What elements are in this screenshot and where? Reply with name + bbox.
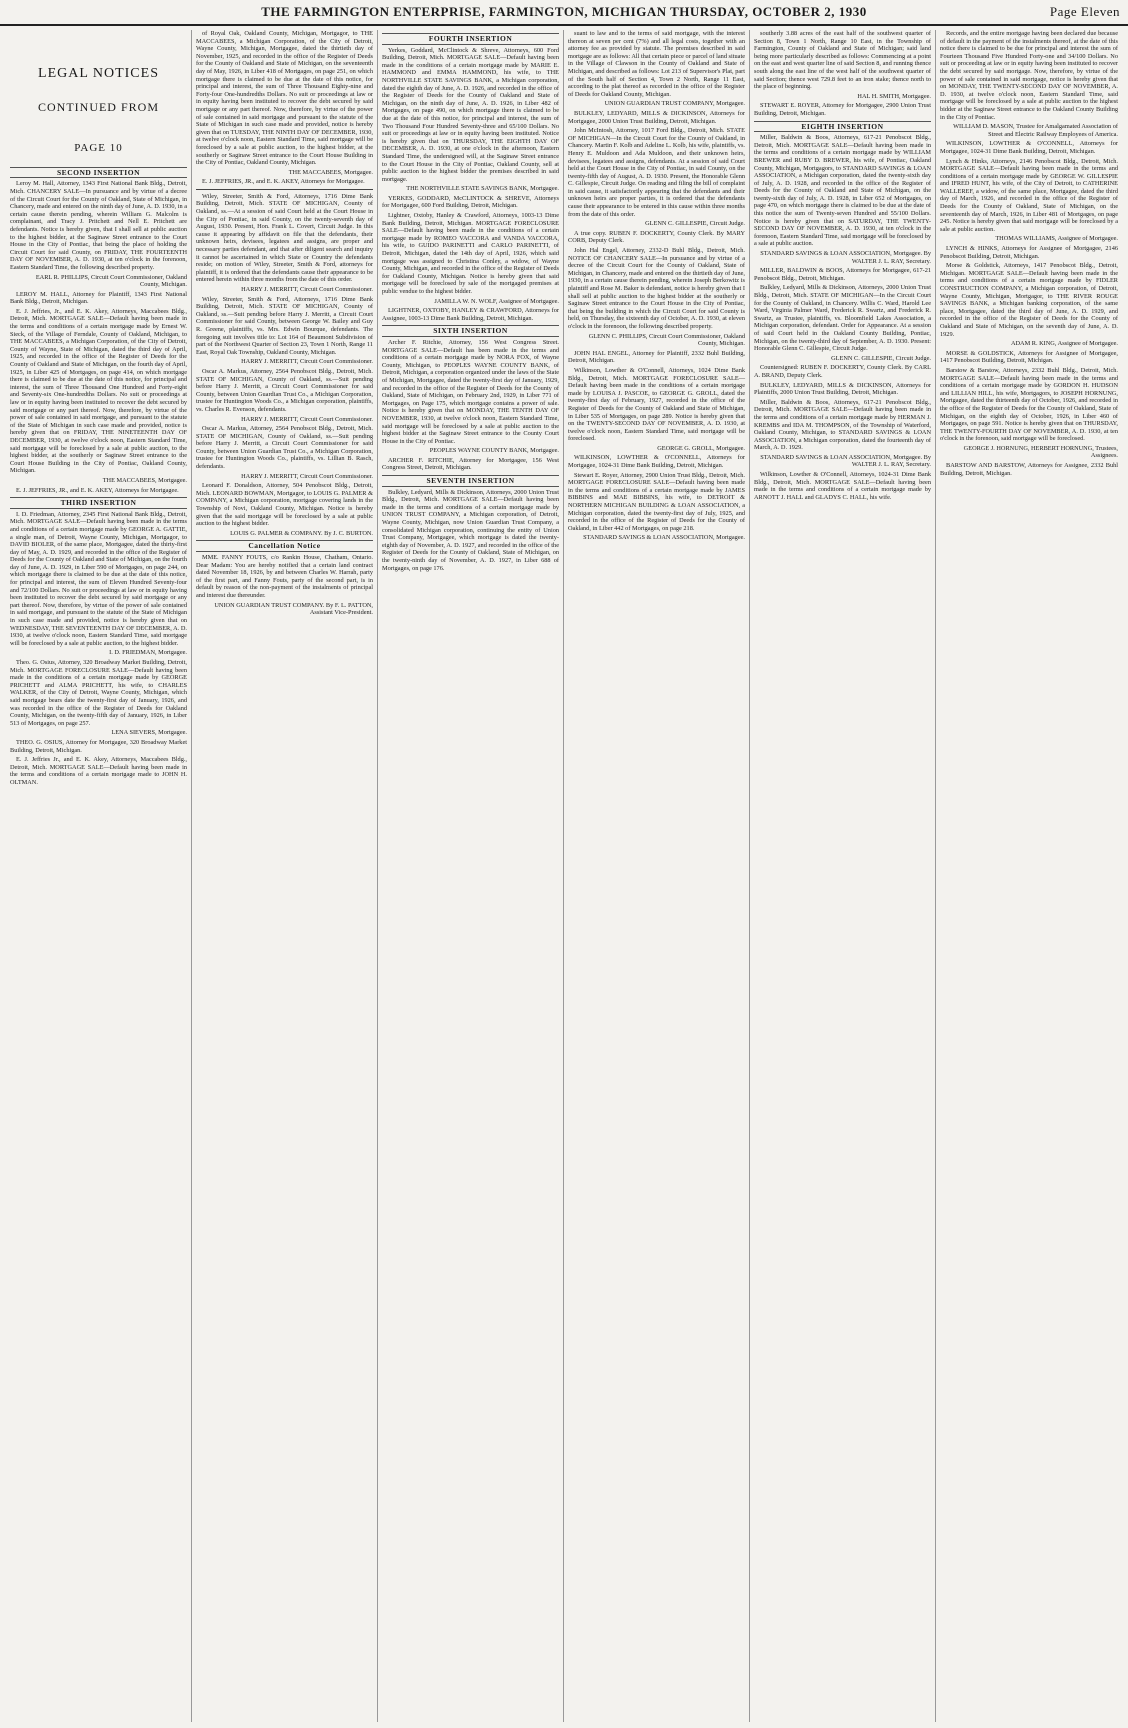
insertion-heading: Cancellation Notice [196,540,373,552]
notice-signature: HARRY J. MERRITT, Circuit Court Commissioner. [241,286,373,293]
column-divider [196,189,373,190]
legal-notice-text: Records, and the entire mortgage having been declared due because of default in the payment of the instalments thereof, at the date of this notice there is claimed to be due for principal and interest the sum of Fourteen Thousand Five Hundred Forty-one and 34/100 Dollars. No suit or proceeding at law or in equity having been instituted to recover the debt secured by said mortgage. Now, therefore, by virtue of the power of sale contained in said mortgage, notice is hereby given that on MONDAY, THE TWENTY-SECOND DAY OF NOVEMBER, A. D. 1930, at twelve o'clock noon, Eastern Standard Time, said mortgage will be foreclosed by a sale at public auction to the highest bidder at the Saginaw Street entrance to the Oakland County Building in the City of Pontiac. [940,30,1118,121]
notice-signature: UNION GUARDIAN TRUST COMPANY, Mortgagee. [604,100,745,108]
legal-notice-text: Archer F. Ritchie, Attorney, 156 West Congress Street. MORTGAGE SALE—Default has been made in the terms and conditions of a certain mortgage made by NORA FOX, of Wayne County, Michigan, to PEOPLES WAYNE COUNTY BANK, of Detroit, Michigan, a corporation organized under the laws of the State of Michigan, Mortgagee, dated the twenty-first day of January, 1929, and recorded in the office of the Register of Deeds for the County of Oakland, State of Michigan, on February 2nd, 1929, in Liber 771 of Mortgages, on Page 175, which mortgage contains a power of sale. Notice is hereby given that on MONDAY, THE TENTH DAY OF NOVEMBER, 1930, at twelve o'clock noon, Eastern Standard Time, said mortgage will be foreclosed by a sale at public auction to the highest bidder at the Saginaw Street entrance to the County Court House in the City of Pontiac. [382,338,559,445]
legal-notice-text: MME. FANNY FOUTS, c/o Rankin House, Chatham, Ontario. Dear Madam: You are hereby notified that a certain land contract dated November 18, 1926, by and between Charles W. Harrah, party of the first part, and Fanny Fouts, party of the second part, is in default by reason of the non-payment of the instalments of principal and interest due thereunder. [196,554,373,599]
news-column-6 [936,30,1122,1722]
legal-notice-text: Wilkinson, Lowther & O'Connell, Attorneys, 1024-31 Dime Bank Bldg., Detroit, Mich. MORTGAGE SALE—Default having been made in the terms and conditions of a certain mortgage made by ARNOTT J. HALL and GLADYS C. HALL, his wife. [754,471,931,501]
notice-signature: STANDARD SAVINGS & LOAN ASSOCIATION, Mortgagee. By WALTER J. L. RAY, Secretary. [760,250,931,265]
legal-notice-text: ARCHER F. RITCHIE, Attorney for Mortgagee, 156 West Congress Street, Detroit, Michigan. [382,456,559,472]
insertion-heading: SEVENTH INSERTION [382,475,559,487]
masthead-title: THE FARMINGTON ENTERPRISE, FARMINGTON, MICHIGAN THURSDAY, OCTOBER 2, 1930 [261,4,867,19]
legal-notice-text: Leonard F. Donaldson, Attorney, 504 Penobscot Bldg., Detroit, Mich. LEONARD BOWMAN, Mortgagor, to LOUIS G. PALMER & COMPANY, a Michigan corporation, mortgage covering lands in the Township of Novi, Oakland County, Michigan. Notice is hereby given that the said mortgage will be foreclosed by a sale at public auction to the highest bidder. [196,482,373,528]
legal-notice-text: LIGHTNER, OXTOBY, HANLEY & CRAWFORD, Attorneys for Assignee, 1003-13 Dime Bank Building, Detroit, Michigan. [382,307,559,322]
legal-heading-page: PAGE 10 [74,142,123,155]
notice-signature: EARL R. PHILLIPS, Circuit Court Commissioner, Oakland County, Michigan. [35,273,187,289]
legal-notice-text: of Royal Oak, Oakland County, Michigan, Mortgagor, to THE MACCABEES, a Michigan Corporation, of the City of Detroit, Wayne County, Michigan, Mortgagee, dated the thirtieth day of November, 1925, and recorded in the office of the Register of Deeds for the County of Oakland and State of Michigan, on the seventeenth day of May, 1926, in Liber 418 of Mortgages, on page 251, on which mortgage there is claimed to be due at the date of this notice, for principal and interest, the sum of Three Thousand Eighty-nine and Forty-four One-hundredths Dollars. No suit or proceedings at law or in equity having been instituted to recover the debt secured by said mortgage or any part thereof. Now, therefore, by virtue of the power of sale contained in said mortgage and pursuant to the statute of the State of Michigan in such case made and provided, notice is hereby given that on TUESDAY, THE NINTH DAY OF DECEMBER, 1930, at twelve o'clock noon, Eastern Standard Time, said mortgage will be foreclosed by a sale at public auction, to the highest bidder, at the southerly or Saginaw Street entrance to the Court House Building in the City of Pontiac, Oakland County, Michigan. [196,30,373,167]
legal-notice-text: YERKES, GODDARD, McCLINTOCK & SHREVE, Attorneys for Mortgagee, 600 Ford Building, Detroit, Michigan. [382,194,559,210]
notice-signature: THE NORTHVILLE STATE SAVINGS BANK, Mortgagee. [406,185,559,193]
legal-notice-text: E. J. Jeffries Jr., and E. K. Akey, Attorneys, Maccabees Bldg., Detroit, Mich. MORTGAGE SALE—Default having been made in the terms and conditions of a certain mortgage made to JOHN H. OLTMAN. [10,756,187,786]
legal-notice-text: Miller, Baldwin & Boos, Attorneys, 617-21 Penobscot Bldg., Detroit, Mich. MORTGAGE SALE—Default having been made in the terms and conditions of a certain mortgage made by HERMAN J. KREMBS and IDA M. THOMPSON, of the Township of Waterford, Oakland County, Michigan, to STANDARD SAVINGS & LOAN ASSOCIATION, a Michigan corporation, dated the fourteenth day of March, A. D. 1929. [754,398,931,452]
legal-notice-text: Bulkley, Ledyard, Mills & Dickinson, Attorneys, 2000 Union Trust Bldg., Detroit, Mich. STATE OF MICHIGAN—In the Circuit Court for the County of Oakland, in Chancery. Willis C. Ward, Harold Lee Ward, Virginia Palmer Ward, Frederick R. Swartz, and Frederick R. Swartz, as Trustee, plaintiffs, vs. Bloomfield Lakes Association, a Michigan corporation, defendant. Order for Appearance. At a session of said Court held in the Oakland County Building, Pontiac, Michigan, on the twenty-third day of September, A. D. 1930. Present: Honorable Glenn C. Gillespie, Circuit Judge. [754,284,931,353]
insertion-heading: THIRD INSERTION [10,497,187,509]
legal-notice-text: Wiley, Streeter, Smith & Ford, Attorneys, 1716 Dime Bank Building, Detroit, Mich. STATE OF MICHIGAN, County of Oakland, ss.—At a session of said Court held at the Court House in the City of Pontiac, in said County, on the twenty-seventh day of August, 1930. Present, Hon. Frank L. Covert, Circuit Judge. In this cause it appearing by affidavit on file that the defendants, their unknown heirs, devisees, legatees and assigns, are proper and necessary parties defendant, and that after diligent search and inquiry it cannot be ascertained in which State or Country the defendants reside; on motion of Wiley, Streeter, Smith & Ford, attorneys for plaintiff, it is ordered that the defendants cause their appearance to be entered herein within three months from the date of this order. [196,192,373,284]
insertion-heading: EIGHTH INSERTION [754,121,931,133]
legal-notice-text: STEWART E. ROYER, Attorney for Mortgagee, 2900 Union Trust Building, Detroit, Michigan. [754,102,931,117]
insertion-heading: SIXTH INSERTION [382,325,559,337]
legal-notice-text: Lightner, Oxtoby, Hanley & Crawford, Attorneys, 1003-13 Dime Bank Building, Detroit, Michigan. MORTGAGE FORECLOSURE SALE—Default having been made in the conditions of a certain mortgage made by ROMEO VACCORA and VANDA VACCORA, his wife, to GUIDO PARINETTI and CARLO PARINETTI, of Detroit, Michigan, dated the 14th day of April, 1926, which said mortgage was assigned to Christina Conley, a widow, of Wayne County, Michigan, and recorded in the office of the Register of Deeds for Oakland County, Michigan. Notice is hereby given that said mortgage will be foreclosed by sale of the mortgaged premises at public vendue to the highest bidder. [382,212,559,295]
notice-signature: HARRY J. MERRITT, Circuit Court Commissioner. [241,472,373,480]
notice-signature: HARRY J. MERRITT, Circuit Court Commissioner. [241,415,373,423]
legal-heading-title: LEGAL NOTICES [38,66,159,81]
legal-notice-text: Oscar A. Markus, Attorney, 2564 Penobscot Bldg., Detroit, Mich. STATE OF MICHIGAN, County of Oakland, ss.—Suit pending before Harry J. Merritt, a Circuit Court Commissioner for said County, between Union Guardian Trust Co., a Michigan Corporation, trustee for Huntington Woods Co., a Michigan corporation, plaintiffs, vs. Charles R. Evenson, defendants. [196,367,373,413]
news-column-4 [564,30,750,1722]
legal-notice-text: John Hal Engel, Attorney, 2332-D Buhl Bldg., Detroit, Mich. NOTICE OF CHANCERY SALE—In pursuance and by virtue of a decree of the Circuit Court for the County of Oakland, State of Michigan, in Chancery, made and entered on the thirtieth day of June, 1930, in a certain cause therein pending, wherein Joseph Berkowitz is plaintiff and Rose M. Baker is defendant, notice is hereby given that I shall sell at public auction to the highest bidder at the southerly or Saginaw Street entrance to the Court House in the City of Pontiac, that being the building in which the Circuit Court for said County is held, on Thursday, the sixteenth day of October, A. D. 1930, at eleven o'clock in the forenoon, the following described property. [568,247,745,330]
legal-notice-text: southerly 3.88 acres of the east half of the southwest quarter of Section 8, Town 1 North, Range 10 East, in the Township of Farmington, County of Oakland and State of Michigan; said land being more particularly described as follows: Commencing at a point on the east and west quarter line of said Section 8, and running thence south along the east line of the west half of the southwest quarter of said Section; thence west 729.8 feet to an iron stake; thence north to the place of beginning. [754,30,931,91]
notice-signature: THE MACCABEES, Mortgagee. [288,168,373,176]
page-number: Page Eleven [1049,4,1120,19]
notice-signature: STANDARD SAVINGS & LOAN ASSOCIATION, Mortgagee. [583,534,745,542]
newspaper-masthead [0,0,1128,26]
notice-signature: LENA SIEVERS, Mortgagee. [111,729,187,737]
legal-notice-text: BARSTOW AND BARSTOW, Attorneys for Assignee, 2332 Buhl Building, Detroit, Michigan. [940,462,1118,477]
notice-signature: THOMAS WILLIAMS, Assignee of Mortgagee. [995,235,1118,243]
legal-notice-text: LYNCH & HINKS, Attorneys for Assignee of Mortgagee, 2146 Penobscot Building, Detroit, Michigan. [940,245,1118,260]
notice-signature: I. D. FRIEDMAN, Mortgagee. [109,649,187,657]
notice-signature: STANDARD SAVINGS & LOAN ASSOCIATION, Mortgagee. By WALTER J. L. RAY, Secretary. [760,453,931,469]
insertion-heading: SECOND INSERTION [10,167,187,179]
legal-notice-text: Wiley, Streeter, Smith & Ford, Attorneys, 1716 Dime Bank Building, Detroit, Mich. STATE OF MICHIGAN, County of Oakland, ss.—Suit pending before Harry J. Merritt, a Circuit Court Commissioner for said County, between George W. Bailey and Guy R. Greene, plaintiffs, vs. Mrs. Edwin Bourque, defendants. The foregoing suit involves title to: Lot 164 of Beaumont Subdivision of part of the Northwest Quarter of Section 23, Town 1 North, Range 11 East, Royal Oak Township, Oakland County, Michigan. [196,295,373,356]
notice-signature: THE MACCABEES, Mortgagee. [102,476,187,484]
legal-notice-text: Leroy M. Hall, Attorney, 1343 First National Bank Bldg., Detroit, Mich. CHANCERY SALE—In pursuance and by virtue of a decree of the Circuit Court for the County of Oakland, State of Michigan, in Chancery, made and entered on the ninth day of June, A. D. 1930, in a certain cause therein pending, wherein William G. Malcolm is complainant, and Tracy J. Pritchett and Nell E. Pritchett are defendants. Notice is hereby given, that I shall sell at public auction to the highest bidder, at the Saginaw Street entrance to the Court House in the City of Pontiac, that being the place of holding the Circuit Court for said County, on FRIDAY, THE FOURTEENTH DAY OF NOVEMBER, A. D. 1930, at ten o'clock in the forenoon, Eastern Standard Time, the following described property. [10,180,187,271]
notice-signature: GLENN C. GILLESPIE, Circuit Judge. [645,220,745,228]
notice-signature: PEOPLES WAYNE COUNTY BANK, Mortgagee. [429,447,559,455]
notice-signature: GLENN C. GILLESPIE, Circuit Judge. [831,354,931,362]
legal-notice-text: WILKINSON, LOWTHER & O'CONNELL, Attorneys for Mortgagee, 1024-31 Dime Bank Building, Detroit, Michigan. [940,140,1118,155]
legal-notice-text: Bulkley, Ledyard, Mills & Dickinson, Attorneys, 2000 Union Trust Bldg., Detroit, Mich. MORTGAGE SALE—Default having been made in the terms and conditions of a certain mortgage made by UNION TRUST COMPANY, a Michigan corporation, of Detroit, Wayne County, Michigan, now Union Guardian Trust Company, a consolidated Michigan corporation, continuing the entity of Union Trust Company, Mortgagee, which mortgage is dated the twenty-eighth day of November, A. D. 1927, and recorded in the office of the Register of Deeds for the County of Oakland, State of Michigan, on the twenty-ninth day of November, A. D. 1927, in Liber 688 of Mortgages, on page 176. [382,488,559,572]
legal-notice-text: Lynch & Hinks, Attorneys, 2146 Penobscot Bldg., Detroit, Mich. MORTGAGE SALE—Default having been made in the terms and conditions of a certain mortgage made by GEORGE W. GILLESPIE and IFRED HUNT, his wife, of the City of Detroit, to CATHERINE WALLEREF, a widow, of the same place, Mortgagee, dated the third day of March, 1926, and recorded in the office of the Register of Deeds for the County of Oakland, State of Michigan, on the seventeenth day of March, 1926, in Liber 481 of Mortgages, on page 245. Notice is hereby given that said mortgage will be foreclosed by a sale at public auction. [940,157,1118,233]
notice-signature: HARRY J. MERRITT, Circuit Court Commissioner. [241,358,373,366]
legal-notice-text: A true copy. RUBEN F. DOCKERTY, County Clerk. By MARY CORB, Deputy Clerk. [568,229,745,245]
legal-notice-text: Barstow & Barstow, Attorneys, 2332 Buhl Bldg., Detroit, Mich. MORTGAGE SALE—Default having been made in the terms and conditions of a certain mortgage made by GORDON H. HUDSON and LILLIAN HILL, his wife, Mortgagors, to JOSEPH HORNUNG, Mortgagee, dated the thirteenth day of October, 1926, and recorded in the office of the Register of Deeds for the County of Oakland, State of Michigan, on the eighth day of October, 1926, in Liber 460 of Mortgages, on page 591. Notice is hereby given that on THURSDAY, THE TWENTY-FOURTH DAY OF NOVEMBER, A. D. 1930, at ten o'clock in the forenoon, said mortgage will be foreclosed. [940,366,1118,443]
legal-notice-text: Theo. G. Osius, Attorney, 320 Broadway Market Building, Detroit, Mich. MORTGAGE FORECLOSURE SALE—Default having been made in the conditions of a certain mortgage made by GEORGE PRICHETT and ALMA PRICHETT, his wife, to CHARLES WALKER, of the City of Detroit, Wayne County, Michigan, which said mortgage bears date the twenty-first day of January, 1926, and was recorded in the office of the Register of Deeds for Oakland County, Michigan, on the twenty-fifth day of January, 1926, in Liber 513 of Mortgages, on page 257. [10,659,187,727]
legal-notice-text: MORSE & GOLDSTICK, Attorneys for Assignee of Mortgagee, 1417 Penobscot Building, Detroit, Michigan. [940,349,1118,365]
legal-notice-text: John McIntosh, Attorney, 1017 Ford Bldg., Detroit, Mich. STATE OF MICHIGAN—In the Circuit Court for the County of Oakland, in Chancery. Martin F. Kolb and Adeline L. Kolb, his wife, plaintiffs, vs. Henry E. Muldoon and Ada Muldoon, and their unknown heirs, devisees, legatees and assigns, defendants. At a session of said Court held at the Court House in the City of Pontiac, in said County, on the twenty-fifth day of August, A. D. 1930. Present, the Honorable Glenn C. Gillespie, Circuit Judge. On reading and filing the bill of complaint in said cause, it satisfactorily appearing that the defendants and their unknown heirs are proper parties, it is ordered that the defendants cause their appearance to be entered in this cause within three months from the date of this order. [568,127,745,218]
legal-notice-text: Morse & Goldstick, Attorneys, 1417 Penobscot Bldg., Detroit, Michigan. MORTGAGE SALE—Default having been made in the terms and conditions of a certain mortgage made by FIDLER CONSTRUCTION COMPANY, a Michigan corporation, of Detroit, Wayne County, Michigan, Mortgagor, to THE RIVER ROUGE SAVINGS BANK, a Michigan banking corporation, of the same place, Mortgagee, dated the third day of June, A. D. 1929, and recorded in the office of the Register of Deeds for the County of Oakland and State of Michigan, on the seventh day of June, A. D. 1929. [940,262,1118,338]
notice-signature: HAL H. SMITH, Mortgagee. [857,92,931,100]
legal-notice-text: LEROY M. HALL, Attorney for Plaintiff, 1343 First National Bank Bldg., Detroit, Michigan. [10,290,187,306]
legal-notices-heading [10,66,187,155]
legal-notice-text: MILLER, BALDWIN & BOOS, Attorneys for Mortgagee, 617-21 Penobscot Bldg., Detroit, Michigan. [754,267,931,282]
legal-notice-text: WILKINSON, LOWTHER & O'CONNELL, Attorneys for Mortgagee, 1024-31 Dime Bank Building, Detroit, Michigan. [568,454,745,470]
notice-signature: GEORGE G. GROLL, Mortgagee. [657,444,745,452]
news-column-5 [750,30,936,1722]
notice-signature: JAMILLA W. N. WOLF, Assignee of Mortgagee. [434,297,559,305]
legal-heading-continued: CONTINUED FROM [37,99,159,114]
news-column-2 [192,30,378,1722]
legal-notice-text: Yerkes, Goddard, McClintock & Shreve, Attorneys, 600 Ford Building, Detroit, Mich. MORTGAGE SALE—Default having been made in the conditions of a certain mortgage made by MARIE E. HAMMOND and EMMA HAMMOND, his wife, to THE NORTHVILLE STATE SAVINGS BANK, a Michigan corporation, dated the eighth day of June, A. D. 1926, and recorded in the office of the Register of Deeds for the County of Oakland and State of Michigan, on the ninth day of June, A. D. 1926, in Liber 482 of Mortgages, on page 490, on which mortgage there is claimed to be due at the date of this notice, for principal and interest, the sum of Two Thousand Four Hundred Seventy-three and 65/100 Dollars. No suit or proceedings at law or in equity having been instituted. Notice is hereby given that on THURSDAY, THE EIGHTH DAY OF DECEMBER, A. D. 1930, at one o'clock in the afternoon, Eastern Standard Time, the undersigned will, at the Saginaw Street entrance to the Court House in the City of Pontiac, Oakland County, sell at public auction to the highest bidder the premises described in said mortgage. [382,46,559,183]
legal-notice-text: BULKLEY, LEDYARD, MILLS & DICKINSON, Attorneys for Plaintiffs, 2000 Union Trust Building, Detroit, Michigan. [754,381,931,397]
legal-notice-text: suant to law and to the terms of said mortgage, with the interest thereon at seven per cent (7%) and all legal costs, together with an attorney fee as provided by statute. The premises described in said mortgage are as follows: All that certain piece or parcel of land situate in the Village of Clawson in the County of Oakland and State of Michigan, and described as follows: Lot 213 of Supervisor's Plat, part of the South half of Section 4, Town 2 North, Range 11 East, according to the plat thereof as recorded in the office of the Register of Deeds for Oakland County, Michigan. [568,30,745,98]
legal-notice-text: THEO. G. OSIUS, Attorney for Mortgagee, 320 Broadway Market Building, Detroit, Michigan. [10,738,187,754]
news-column-1 [6,30,192,1722]
legal-notices-columns [6,30,1122,1722]
legal-notice-text: E. J. JEFFRIES, JR., and E. K. AKEY, Attorneys for Mortgagee. [16,486,179,494]
news-column-3 [378,30,564,1722]
legal-notice-text: E. J. Jeffries, Jr., and E. K. Akey, Attorneys, Maccabees Bldg., Detroit, Mich. MORTGAGE SALE—Default having been made in the terms and conditions of a certain mortgage made by Ernest W. Sieck, of the Village of Ferndale, County of Oakland, Michigan, to THE MACCABEES, a Michigan Corporation, of the City of Detroit, County of Wayne, State of Michigan, dated the third day of April, 1925, and recorded in the office of the Register of Deeds for the County of Oakland and State of Michigan, on the fourth day of April, 1925, in Liber 425 of Mortgages, on page 414, on which mortgage there is claimed to be due at the date of this notice, for principal and interest, the sum of Three Thousand One Hundred and Forty-eight and Seventy-six One-hundredths Dollars. No suit or proceedings at law or in equity having been instituted to recover the debt secured by said mortgage or any part thereof. Now, therefore, by virtue of the power of sale contained in said mortgage, and pursuant to the statute of the State of Michigan in such case made and provided, notice is hereby given that on FRIDAY, THE NINETEENTH DAY OF DECEMBER, 1930, at twelve o'clock noon, Eastern Standard Time, said mortgage will be foreclosed by a sale at public auction, to the highest bidder, at the southerly or Saginaw Street entrance to the Court House Building in the City of Pontiac, Oakland County, Michigan. [10,307,187,475]
legal-notice-text: E. J. JEFFRIES, JR., and E. K. AKEY, Attorneys for Mortgagee. [202,178,365,186]
legal-notice-text: Countersigned: RUBEN F. DOCKERTY, County Clerk. By CARL A. BRAND, Deputy Clerk. [754,364,931,379]
legal-notice-text: Wilkinson, Lowther & O'Connell, Attorneys, 1024 Dime Bank Bldg., Detroit, Mich. MORTGAGE FORECLOSURE SALE—Default having been made in the conditions of a certain mortgage made by LOUISA J. PASCOE, to GEORGE G. GROLL, dated the twenty-first day of February, 1927, recorded in the office of the Register of Deeds for the County of Oakland and State of Michigan, in Liber 535 of Mortgages, on page 289. Notice is hereby given that on the TWENTY-SECOND DAY OF NOVEMBER, A. D. 1930, at twelve o'clock noon, Eastern Standard Time, said mortgage will be foreclosed. [568,366,745,443]
notice-signature: LOUIS G. PALMER & COMPANY. By J. C. BURTON. [230,529,373,537]
legal-notice-text: Miller, Baldwin & Boos, Attorneys, 617-21 Penobscot Bldg., Detroit, Mich. MORTGAGE SALE—Default having been made in the terms and conditions of a certain mortgage made by WILLIAM BREWER and RUBY D. BREWER, his wife, of Pontiac, Oakland County, Michigan, Mortgagors, to STANDARD SAVINGS & LOAN ASSOCIATION, a Michigan corporation, dated the twenty-sixth day of July, A. D. 1928, and recorded in the office of the Register of Deeds for the County of Oakland and State of Michigan, on the twenty-sixth day of July, A. D. 1928, in Liber 652 of Mortgages, on page 470, on which mortgage there is claimed to be due at the date of this notice the sum of Twenty-seven Hundred and 55/100 Dollars. Notice is hereby given that on SATURDAY, THE TWENTY-SECOND DAY OF NOVEMBER, A. D. 1930, at ten o'clock in the forenoon, Eastern Standard Time, said mortgage will be foreclosed by a sale at public auction. [754,134,931,248]
notice-signature: ADAM R. KING, Assignee of Mortgagee. [1010,340,1118,348]
notice-signature: WILLIAM D. MASON, Trustee for Amalgamated Association of Street and Electric Railway Employees of America. [953,123,1118,138]
notice-signature: GEORGE J. HORNUNG, HERBERT HORNUNG, Trustees, Assignees. [963,444,1118,460]
legal-notice-text: Stewart E. Royer, Attorney, 2900 Union Trust Bldg., Detroit, Mich. MORTGAGE FORECLOSURE SALE—Default having been made in the terms and conditions of a certain mortgage made by JAMES BIBBINS and MAE BIBBINS, his wife, to DETROIT & NORTHERN MICHIGAN BUILDING & LOAN ASSOCIATION, a Michigan corporation, dated the twenty-first day of July, 1925, and recorded in the office of the Register of Deeds for the County of Oakland, in Liber 442 of Mortgages, on page 218. [568,471,745,532]
notice-signature: GLENN C. PHILLIPS, Circuit Court Commissioner, Oakland County, Michigan. [588,332,745,348]
legal-notice-text: Oscar A. Markus, Attorney, 2564 Penobscot Bldg., Detroit, Mich. STATE OF MICHIGAN, County of Oakland, ss.—Suit pending before Harry J. Merritt, a Circuit Court Commissioner for said County, between Union Guardian Trust Co., a Michigan Corporation, trustee for Huntington Woods Co., plaintiffs, vs. Lillian B. Rasch, defendants. [196,425,373,471]
legal-notice-text: JOHN HAL ENGEL, Attorney for Plaintiff, 2332 Buhl Building, Detroit, Michigan. [568,349,745,365]
insertion-heading: FOURTH INSERTION [382,33,559,45]
legal-notice-text: I. D. Friedman, Attorney, 2345 First National Bank Bldg., Detroit, Mich. MORTGAGE SALE—Default having been made in the terms and conditions of a certain mortgage made by GEORGE A. GATTIE, a single man, of Detroit, Wayne County, Michigan, Mortgagor, to DAVID BIOLER, of the same place, Mortgagee, dated the thirty-first day of May, A. D. 1929, and recorded in the office of the Register of Deeds for the County of Oakland and State of Michigan, on the fourth day of June, A. D. 1929, in Liber 590 of Mortgages, on page 244, on which mortgage there is claimed to be due at the date of this notice, for principal and interest, the sum of Eleven Hundred Seventy-four and 72/100 Dollars. No suit or proceedings at law or in equity having been instituted to recover the debt secured by said mortgage or any part thereof. Now, therefore, by virtue of the power of sale contained in said mortgage, and pursuant to the statute of the State of Michigan in such case made and provided, notice is hereby given that on WEDNESDAY, THE SEVENTEENTH DAY OF DECEMBER, A. D. 1930, at twelve o'clock noon, Eastern Standard Time, said mortgage will be foreclosed by a sale at public auction, to the highest bidder. [10,510,187,647]
notice-signature: UNION GUARDIAN TRUST COMPANY. By F. L. PATTON, Assistant Vice-President. [214,601,373,617]
legal-notice-text: BULKLEY, LEDYARD, MILLS & DICKINSON, Attorneys for Mortgagee, 2000 Union Trust Building, Detroit, Michigan. [568,109,745,125]
